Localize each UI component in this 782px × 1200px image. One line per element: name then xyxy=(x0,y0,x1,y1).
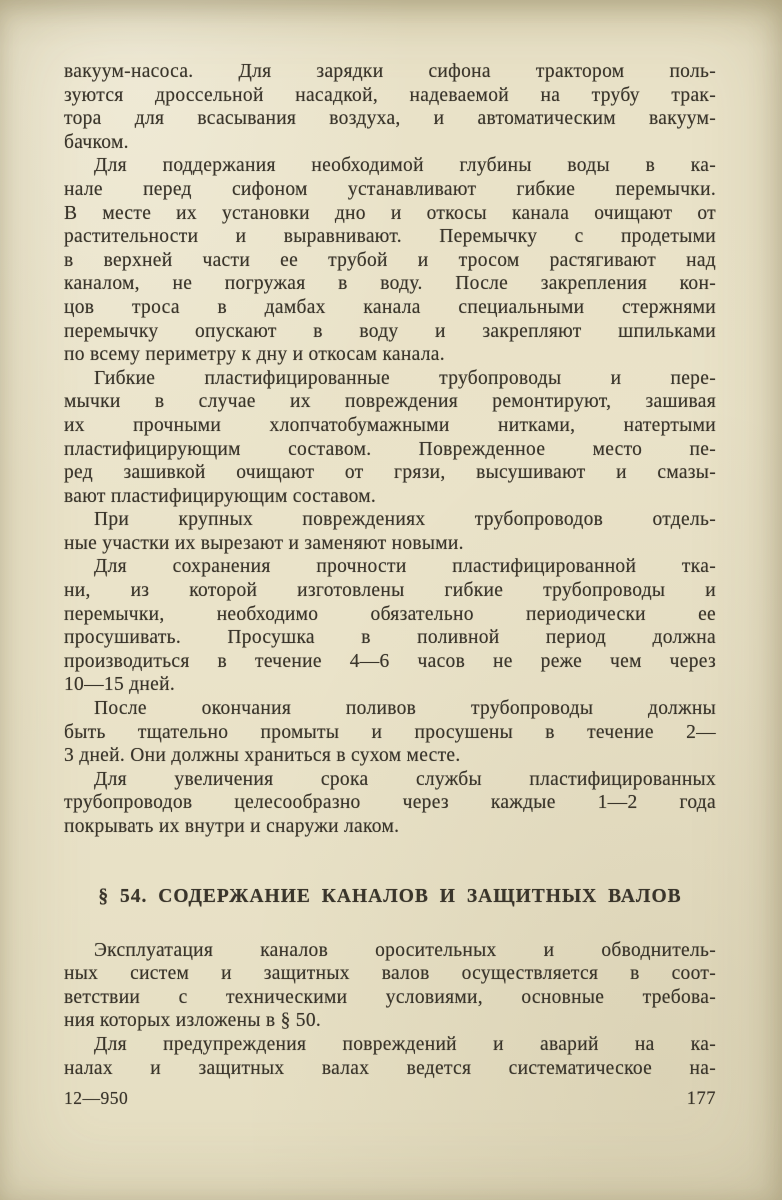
page-number: 177 xyxy=(686,1089,716,1109)
text-block xyxy=(64,60,716,1080)
text-line: ные участки их вырезают и заменяют новыми. xyxy=(64,532,464,554)
text-line: тора для всасывания воздуха, и автоматическим вакуум- xyxy=(64,108,716,130)
text-line: производиться в течение 4—6 часов не реже чем через xyxy=(64,650,716,672)
text-line: Для увеличения срока службы пластифицированных xyxy=(94,768,716,790)
section-heading: § 54. СОДЕРЖАНИЕ КАНАЛОВ И ЗАЩИТНЫХ ВАЛОВ xyxy=(98,885,682,907)
text-line: ных систем и защитных валов осуществляется в соот- xyxy=(64,963,716,985)
text-line: ветствии с техническими условиями, основные требова- xyxy=(64,986,716,1008)
text-line: Эксплуатация каналов оросительных и обводнитель- xyxy=(94,939,716,961)
text-line: ред зашивкой очищают от грязи, высушивают и смазы- xyxy=(64,462,716,484)
text-line: их прочными хлопчатобумажными нитками, натертыми xyxy=(64,414,716,436)
text-line: 3 дней. Они должны храниться в сухом месте. xyxy=(64,745,461,767)
text-line: Для сохранения прочности пластифицированной тка- xyxy=(94,556,716,578)
text-line: перемычки, необходимо обязательно периодически ее xyxy=(64,603,716,625)
text-line: трубопроводов целесообразно через каждые 1—2 года xyxy=(64,792,716,814)
text-line: быть тщательно промыты и просушены в течение 2— xyxy=(64,721,716,743)
paragraph xyxy=(64,508,716,555)
text-line: бачком. xyxy=(64,131,129,153)
paragraph xyxy=(64,768,716,839)
paragraph xyxy=(64,555,716,697)
text-line: вают пластифицирующим составом. xyxy=(64,485,377,507)
text-line: ни, из которой изготовлены гибкие трубопроводы и xyxy=(64,580,716,602)
text-line: После окончания поливов трубопроводы должны xyxy=(94,698,716,720)
text-line: просушивать. Просушка в поливной период должна xyxy=(64,627,716,649)
paragraph xyxy=(64,697,716,768)
text-line: по всему периметру к дну и откосам канала. xyxy=(64,344,445,366)
text-line: При крупных повреждениях трубопроводов отдель- xyxy=(94,509,716,531)
print-signature: 12—950 xyxy=(64,1088,129,1108)
text-line: вакуум-насоса. Для зарядки сифона трактором поль- xyxy=(64,61,716,82)
text-line: мычки в случае их повреждения ремонтируют, зашивая xyxy=(64,391,716,413)
paragraph xyxy=(64,1033,716,1080)
text-line: покрывать их внутри и снаружи лаком. xyxy=(64,816,400,837)
text-line: зуются дроссельной насадкой, надеваемой на трубу трак- xyxy=(64,84,716,106)
text-line: в верхней части ее трубой и тросом растягивают над xyxy=(64,249,716,271)
text-line: 10—15 дней. xyxy=(64,674,175,696)
paragraph xyxy=(64,60,716,154)
paragraph xyxy=(64,367,716,509)
text-line: растительности и выравнивают. Перемычку с продетыми xyxy=(64,226,716,248)
paragraph xyxy=(64,939,716,1033)
text-line: Гибкие пластифицированные трубопроводы и пере- xyxy=(94,367,716,389)
text-line: налах и защитных валах ведется систематическое на- xyxy=(64,1057,716,1079)
text-line: В месте их установки дно и откосы канала очищают от xyxy=(64,202,716,224)
text-line: Для поддержания необходимой глубины воды в ка- xyxy=(94,155,716,177)
text-line: каналом, не погружая в воду. После закрепления кон- xyxy=(64,273,716,295)
text-line: пластифицирующим составом. Поврежденное место пе- xyxy=(64,438,716,460)
paragraph xyxy=(64,154,716,366)
text-line: ния которых изложены в § 50. xyxy=(64,1010,322,1032)
page-footer xyxy=(64,1088,716,1110)
text-line: нале перед сифоном устанавливают гибкие перемычки. xyxy=(64,178,716,200)
text-line: перемычку опускают в воду и закрепляют шпильками xyxy=(64,320,716,342)
text-line: цов троса в дамбах канала специальными стержнями xyxy=(64,296,716,318)
text-line: Для предупреждения повреждений и аварий на ка- xyxy=(94,1033,716,1055)
